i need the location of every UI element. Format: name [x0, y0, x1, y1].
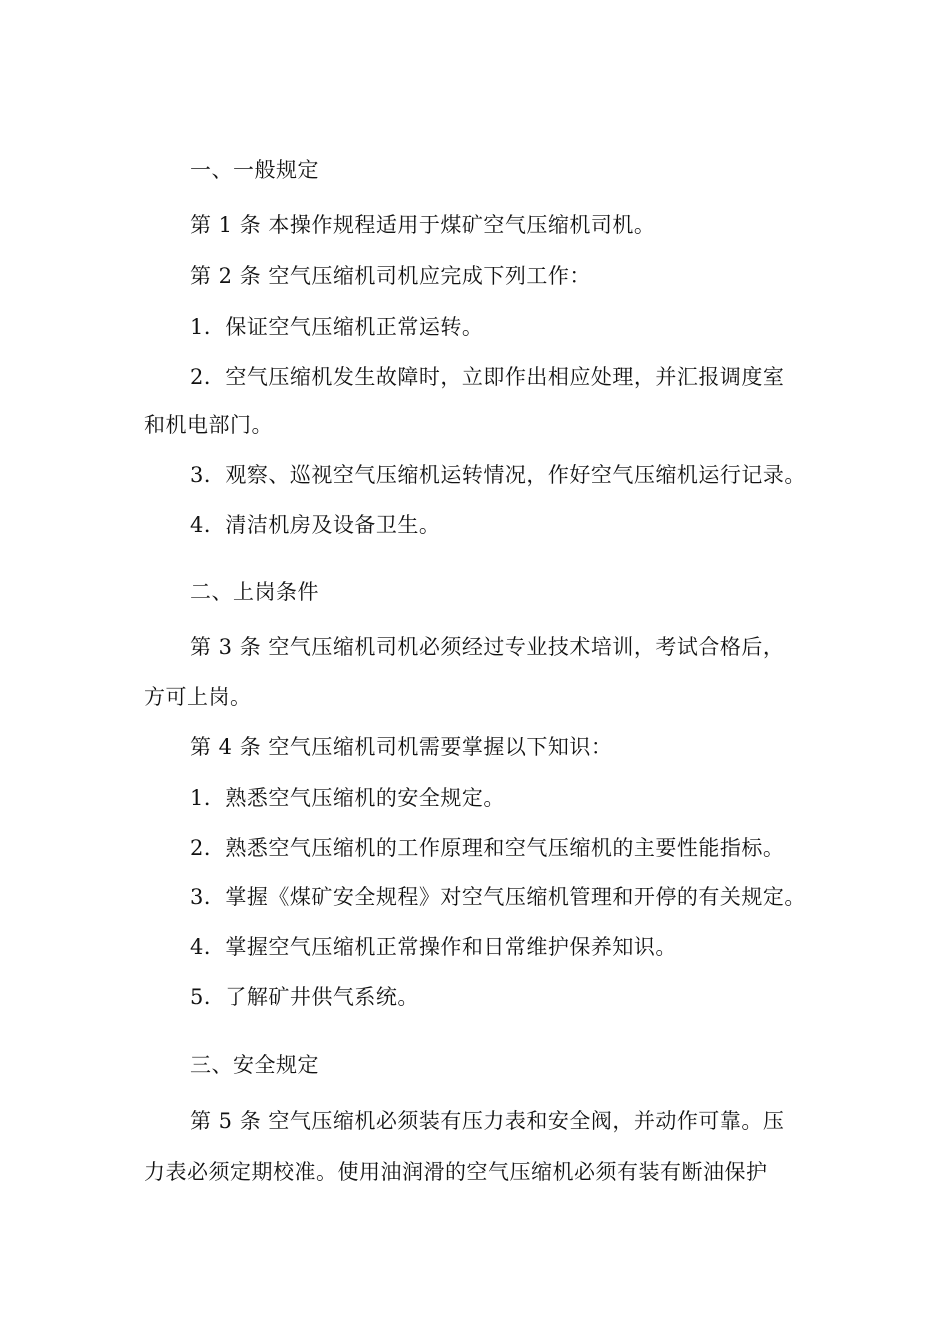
- list-item: 1．保证空气压缩机正常运转。: [190, 315, 484, 339]
- list-item: 4．掌握空气压缩机正常操作和日常维护保养知识。: [190, 935, 677, 959]
- list-item: 1．熟悉空气压缩机的安全规定。: [190, 786, 505, 810]
- list-item: 3．掌握《煤矿安全规程》对空气压缩机管理和开停的有关规定。: [190, 885, 806, 909]
- list-item: 2．空气压缩机发生故障时，立即作出相应处理，并汇报调度室: [190, 365, 785, 389]
- list-item: 2．熟悉空气压缩机的工作原理和空气压缩机的主要性能指标。: [190, 836, 785, 860]
- article-2: 第 2 条 空气压缩机司机应完成下列工作：: [190, 264, 591, 288]
- article-5-continuation: 力表必须定期校准。使用油润滑的空气压缩机必须有装有断油保护: [144, 1160, 768, 1184]
- article-5: 第 5 条 空气压缩机必须装有压力表和安全阀，并动作可靠。压: [190, 1109, 785, 1133]
- list-item-continuation: 和机电部门。: [144, 413, 273, 437]
- article-3-continuation: 方可上岗。: [144, 685, 252, 709]
- section-heading-safety: 三、安全规定: [190, 1053, 319, 1077]
- article-4: 第 4 条 空气压缩机司机需要掌握以下知识：: [190, 735, 613, 759]
- section-heading-general: 一、一般规定: [190, 158, 319, 182]
- list-item: 5．了解矿井供气系统。: [190, 985, 419, 1009]
- list-item: 4．清洁机房及设备卫生。: [190, 513, 441, 537]
- article-1: 第 1 条 本操作规程适用于煤矿空气压缩机司机。: [190, 213, 656, 237]
- section-heading-qualification: 二、上岗条件: [190, 580, 319, 604]
- article-3: 第 3 条 空气压缩机司机必须经过专业技术培训，考试合格后，: [190, 635, 785, 659]
- list-item: 3．观察、巡视空气压缩机运转情况，作好空气压缩机运行记录。: [190, 463, 806, 487]
